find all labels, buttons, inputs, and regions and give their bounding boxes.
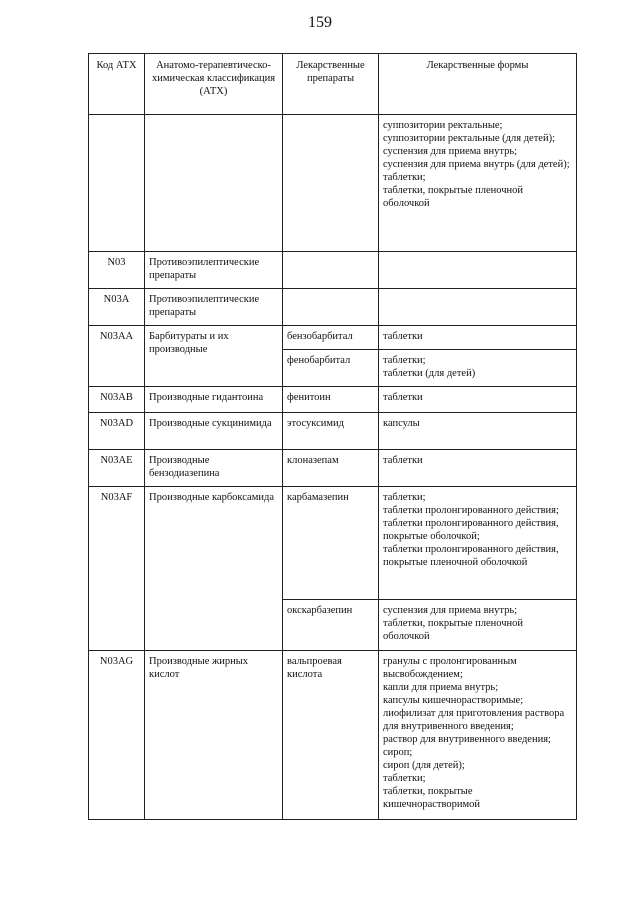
forms-cell <box>379 600 577 651</box>
classification-cell: Противоэпилептические препараты <box>145 252 283 289</box>
form-line: таблетки; <box>383 355 426 366</box>
form-line: таблетки <box>383 455 423 466</box>
form-line: таблетки пролонгированного действия, покрытые оболочкой; <box>383 518 559 542</box>
form-line: сироп (для детей); <box>383 760 465 771</box>
code-cell: N03AF <box>89 487 145 651</box>
forms-cell <box>379 450 577 487</box>
form-line: капсулы кишечнорастворимые; <box>383 695 524 706</box>
forms-cell <box>379 289 577 326</box>
form-line: таблетки, покрытые пленочной оболочкой <box>383 185 524 209</box>
form-line: таблетки; <box>383 172 426 183</box>
code-cell: N03A <box>89 289 145 326</box>
drug-cell: клоназепам <box>283 450 379 487</box>
drug-cell: бензобарбитал <box>283 326 379 350</box>
form-line: суспензия для приема внутрь (для детей); <box>383 159 570 170</box>
drug-cell <box>283 115 379 252</box>
atc-table <box>88 53 577 820</box>
classification-cell: Производные бензодиазепина <box>145 450 283 487</box>
form-line: суппозитории ректальные; <box>383 120 503 131</box>
code-cell: N03AB <box>89 387 145 413</box>
form-line: таблетки пролонгированного действия; <box>383 505 559 516</box>
forms-cell <box>379 350 577 387</box>
form-line: таблетки; <box>383 492 426 503</box>
form-line: раствор для внутривенного введения; <box>383 734 551 745</box>
form-line: гранулы с пролонгированным высвобождением; <box>383 656 517 680</box>
drug-cell: этосуксимид <box>283 413 379 450</box>
header-forms: Лекарственные формы <box>379 54 577 115</box>
classification-cell: Производные сукцинимида <box>145 413 283 450</box>
form-line: лиофилизат для приготовления раствора для внутривенного введения; <box>383 708 565 732</box>
forms-cell <box>379 387 577 413</box>
code-cell: N03AG <box>89 651 145 820</box>
form-line: капсулы <box>383 418 420 429</box>
table-row-n03ab <box>89 387 577 413</box>
form-line: таблетки, покрытые кишечнорастворимой <box>383 786 481 810</box>
table-row-n03 <box>89 252 577 289</box>
table-row-n03aa <box>89 326 577 350</box>
drug-cell: карбамазепин <box>283 487 379 600</box>
code-cell: N03 <box>89 252 145 289</box>
classification-cell: Производные карбоксамида <box>145 487 283 651</box>
form-line: таблетки, покрытые пленочной оболочкой <box>383 618 524 642</box>
form-line: суспензия для приема внутрь; <box>383 605 518 616</box>
form-line: таблетки; <box>383 773 426 784</box>
table-row-continuation <box>89 115 577 252</box>
forms-cell <box>379 252 577 289</box>
classification-cell <box>145 115 283 252</box>
forms-cell <box>379 326 577 350</box>
classification-cell: Барбитураты и их производные <box>145 326 283 387</box>
header-drugs: Лекарственные препараты <box>283 54 379 115</box>
header-classification: Анатомо-терапевтическо-химическая классификация (АТХ) <box>145 54 283 115</box>
table-row-n03af <box>89 487 577 600</box>
code-cell: N03AA <box>89 326 145 387</box>
drug-cell: фенитоин <box>283 387 379 413</box>
forms-cell <box>379 413 577 450</box>
forms-cell <box>379 487 577 600</box>
atc-table-container <box>88 53 576 820</box>
page-number: 159 <box>308 14 332 31</box>
forms-cell <box>379 651 577 820</box>
form-line: таблетки <box>383 331 423 342</box>
drug-cell: вальпроевая кислота <box>283 651 379 820</box>
form-line: таблетки <box>383 392 423 403</box>
table-header-row <box>89 54 577 115</box>
form-line: суппозитории ректальные (для детей); <box>383 133 555 144</box>
code-cell: N03AD <box>89 413 145 450</box>
forms-cell <box>379 115 577 252</box>
classification-cell: Производные гидантоина <box>145 387 283 413</box>
drug-cell: окскарбазепин <box>283 600 379 651</box>
form-line: таблетки (для детей) <box>383 368 476 379</box>
header-code: Код АТХ <box>89 54 145 115</box>
form-line: суспензия для приема внутрь; <box>383 146 518 157</box>
drug-cell <box>283 252 379 289</box>
form-line: сироп; <box>383 747 413 758</box>
classification-cell: Производные жирных кислот <box>145 651 283 820</box>
code-cell <box>89 115 145 252</box>
code-cell: N03AE <box>89 450 145 487</box>
form-line: капли для приема внутрь; <box>383 682 499 693</box>
table-row-n03ad <box>89 413 577 450</box>
table-row-n03a <box>89 289 577 326</box>
table-row-n03ae <box>89 450 577 487</box>
form-line: таблетки пролонгированного действия, покрытые пленочной оболочкой <box>383 544 559 568</box>
drug-cell: фенобарбитал <box>283 350 379 387</box>
drug-cell <box>283 289 379 326</box>
table-row-n03ag <box>89 651 577 820</box>
classification-cell: Противоэпилептические препараты <box>145 289 283 326</box>
